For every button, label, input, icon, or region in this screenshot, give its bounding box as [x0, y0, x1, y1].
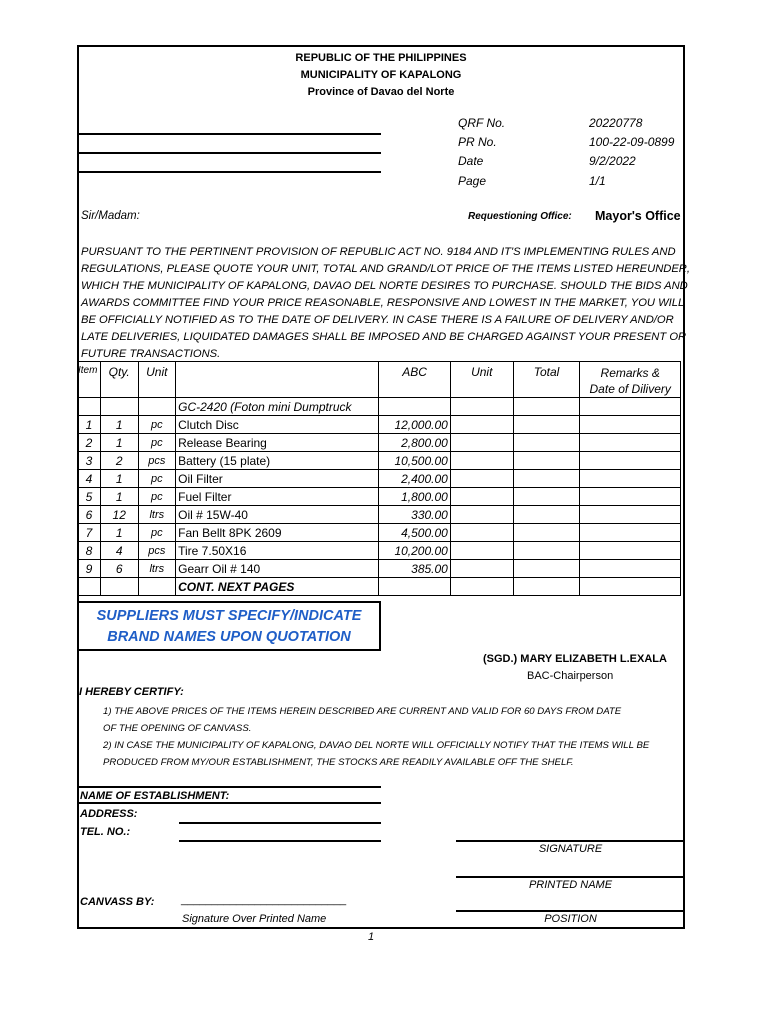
row-item: 7: [78, 524, 101, 542]
row-item: 1: [78, 416, 101, 434]
row-abc: 4,500.00: [379, 524, 451, 542]
row-remarks: [580, 506, 681, 524]
header-item: Item: [78, 362, 101, 398]
row-unit-price: [450, 488, 513, 506]
row-unit-price: [450, 416, 513, 434]
paragraph-line: PURSUANT TO THE PERTINENT PROVISION OF REPUBLIC ACT NO. 9184 AND IT'S IMPLEMENTING RULES AND: [81, 246, 676, 258]
certify-line: OF THE OPENING OF CANVASS.: [103, 723, 252, 734]
items-table: [77, 361, 681, 596]
row-total: [513, 416, 580, 434]
certify-line: PRODUCED FROM MY/OUR ESTABLISHMENT, THE STOCKS ARE READILY AVAILABLE OFF THE SHELF.: [103, 757, 574, 768]
row-qty: 1: [100, 524, 138, 542]
row-unit: pc: [138, 434, 176, 452]
row-unit-price: [450, 542, 513, 560]
group-title: GC-2420 (Foton mini Dumptruck: [176, 398, 379, 416]
row-unit-price: [450, 560, 513, 578]
header-province: Province of Davao del Norte: [307, 86, 455, 98]
row-remarks: [580, 524, 681, 542]
row-total: [513, 560, 580, 578]
row-total: [513, 452, 580, 470]
row-description: Battery (15 plate): [176, 452, 379, 470]
row-unit-price: [450, 506, 513, 524]
row-abc: 10,200.00: [379, 542, 451, 560]
row-remarks: [580, 488, 681, 506]
row-unit: pcs: [138, 452, 176, 470]
row-unit: pc: [138, 524, 176, 542]
paragraph-line: REGULATIONS, PLEASE QUOTE YOUR UNIT, TOTAL AND GRAND/LOT PRICE OF THE ITEMS LISTED HEREUNDER,: [81, 263, 690, 275]
canvass-by-label: CANVASS BY:: [80, 896, 155, 908]
canvass-blank: ___________________________: [181, 894, 347, 906]
row-unit: ltrs: [138, 560, 176, 578]
row-abc: 385.00: [379, 560, 451, 578]
table-row: [78, 578, 681, 596]
table-header-row: [78, 362, 681, 398]
row-remarks: [580, 452, 681, 470]
row-qty: 2: [100, 452, 138, 470]
row-qty: 1: [100, 434, 138, 452]
row-description: Fan Bellt 8PK 2609: [176, 524, 379, 542]
row-item: 4: [78, 470, 101, 488]
row-description: Oil # 15W-40: [176, 506, 379, 524]
printed-name-line: [456, 876, 685, 878]
header-republic: REPUBLIC OF THE PHILIPPINES: [295, 52, 467, 64]
row-unit-price: [450, 452, 513, 470]
row-remarks: [580, 416, 681, 434]
row-description: Clutch Disc: [176, 416, 379, 434]
header-unit-price: Unit: [450, 362, 513, 398]
row-abc: 12,000.00: [379, 416, 451, 434]
row-remarks: [580, 470, 681, 488]
row-total: [513, 470, 580, 488]
row-abc: 2,400.00: [379, 470, 451, 488]
position-line: [456, 910, 685, 912]
position-caption: POSITION: [544, 913, 597, 925]
table-row: [78, 524, 681, 542]
signatory-title: BAC-Chairperson: [527, 670, 614, 682]
row-abc: 10,500.00: [379, 452, 451, 470]
paragraph-line: FUTURE TRANSACTIONS.: [81, 348, 221, 360]
row-item: 6: [78, 506, 101, 524]
header-remarks-line2: Date of Dilivery: [589, 382, 671, 396]
establishment-name-label: NAME OF ESTABLISHMENT:: [80, 790, 230, 802]
header-qty: Qty.: [100, 362, 138, 398]
row-unit: pc: [138, 470, 176, 488]
row-unit-price: [450, 524, 513, 542]
header-abc: ABC: [379, 362, 451, 398]
header-description: [176, 362, 379, 398]
row-item: 9: [78, 560, 101, 578]
paragraph-line: AWARDS COMMITTEE FIND YOUR PRICE REASONABLE, RESPONSIVE AND LOWEST IN THE MARKET, YOU WILL: [81, 297, 685, 309]
certify-heading: I HEREBY CERTIFY:: [79, 686, 184, 698]
row-qty: 1: [100, 416, 138, 434]
row-qty: 4: [100, 542, 138, 560]
suppliers-note: [77, 601, 381, 651]
suppliers-note-line2: BRAND NAMES UPON QUOTATION: [107, 629, 351, 645]
row-qty: 6: [100, 560, 138, 578]
canvass-caption: Signature Over Printed Name: [182, 913, 327, 925]
row-total: [513, 524, 580, 542]
row-item: 5: [78, 488, 101, 506]
row-description: Oil Filter: [176, 470, 379, 488]
signature-caption: SIGNATURE: [538, 843, 603, 855]
suppliers-note-line1: SUPPLIERS MUST SPECIFY/INDICATE: [96, 608, 362, 624]
row-abc: 2,800.00: [379, 434, 451, 452]
address-line-3: [79, 171, 381, 173]
signatory-name: (SGD.) MARY ELIZABETH L.EXALA: [483, 653, 667, 665]
table-row: [78, 434, 681, 452]
row-unit: pc: [138, 416, 176, 434]
row-remarks: [580, 542, 681, 560]
address-line: [179, 822, 381, 824]
table-row: [78, 452, 681, 470]
certify-line: 2) IN CASE THE MUNICIPALITY OF KAPALONG, DAVAO DEL NORTE WILL OFFICIALLY NOTIFY THAT THE ITEMS WILL BE: [103, 740, 650, 751]
certify-line: 1) THE ABOVE PRICES OF THE ITEMS HEREIN DESCRIBED ARE CURRENT AND VALID FOR 60 DAYS FROM DATE: [103, 706, 622, 717]
row-total: [513, 506, 580, 524]
pr-value: 100-22-09-0899: [589, 135, 675, 149]
date-value: 9/2/2022: [589, 154, 636, 168]
row-total: [513, 488, 580, 506]
table-row: [78, 416, 681, 434]
page-label: Page: [458, 174, 487, 188]
header-remarks: [580, 362, 681, 398]
page-value: 1/1: [589, 174, 606, 188]
row-qty: 1: [100, 488, 138, 506]
qrf-value: 20220778: [589, 116, 643, 130]
paragraph-line: BE OFFICIALLY NOTIFIED AS TO THE DATE OF DELIVERY. IN CASE THERE IS A FAILURE OF DELIVERY AND/OR: [81, 314, 674, 326]
header-total: Total: [513, 362, 580, 398]
row-remarks: [580, 560, 681, 578]
row-total: [513, 542, 580, 560]
table-row: [78, 560, 681, 578]
header-municipality: MUNICIPALITY OF KAPALONG: [300, 69, 462, 81]
row-qty: 12: [100, 506, 138, 524]
requesting-office-value: Mayor's Office: [595, 209, 681, 223]
table-row: [78, 470, 681, 488]
salutation: Sir/Madam:: [81, 210, 140, 222]
signature-line: [456, 840, 685, 842]
tel-line: [179, 840, 381, 842]
pursuant-paragraph: [81, 244, 690, 363]
row-description: Fuel Filter: [176, 488, 379, 506]
quotation-form: [77, 45, 690, 929]
row-unit: pcs: [138, 542, 176, 560]
row-abc: 1,800.00: [379, 488, 451, 506]
page-number: 1: [368, 931, 375, 943]
tel-label: TEL. NO.:: [80, 826, 131, 838]
cont-next-pages: CONT. NEXT PAGES: [176, 578, 379, 596]
row-item: 8: [78, 542, 101, 560]
row-description: Gearr Oil # 140: [176, 560, 379, 578]
row-item: 2: [78, 434, 101, 452]
row-remarks: [580, 434, 681, 452]
paragraph-line: WHICH THE MUNICIPALITY OF KAPALONG, DAVAO DEL NORTE DESIRES TO PURCHASE. SHOULD THE BIDS AND: [81, 280, 688, 292]
establishment-top-rule: [79, 786, 381, 788]
row-description: Release Bearing: [176, 434, 379, 452]
row-qty: 1: [100, 470, 138, 488]
qrf-label: QRF No.: [458, 116, 506, 130]
table-row: [78, 542, 681, 560]
table-row: [78, 506, 681, 524]
row-description: Tire 7.50X16: [176, 542, 379, 560]
row-total: [513, 434, 580, 452]
paragraph-line: LATE DELIVERIES, LIQUIDATED DAMAGES SHALL BE IMPOSED AND BE CHARGED AGAINST YOUR PRESENT OR: [81, 331, 687, 343]
address-label: ADDRESS:: [80, 808, 138, 820]
printed-name-caption: PRINTED NAME: [528, 879, 613, 891]
row-unit-price: [450, 434, 513, 452]
address-line-1: [79, 133, 381, 135]
pr-label: PR No.: [458, 135, 497, 149]
header-remarks-line1: Remarks &: [600, 366, 660, 380]
row-unit-price: [450, 470, 513, 488]
requesting-office-label: Requestioning Office:: [468, 211, 572, 222]
address-line-2: [79, 152, 381, 154]
row-unit: pc: [138, 488, 176, 506]
date-label: Date: [458, 154, 484, 168]
table-row: [78, 488, 681, 506]
table-row: [78, 398, 681, 416]
row-abc: 330.00: [379, 506, 451, 524]
row-unit: ltrs: [138, 506, 176, 524]
establishment-name-line: [79, 802, 381, 804]
header-unit: Unit: [138, 362, 176, 398]
row-item: 3: [78, 452, 101, 470]
